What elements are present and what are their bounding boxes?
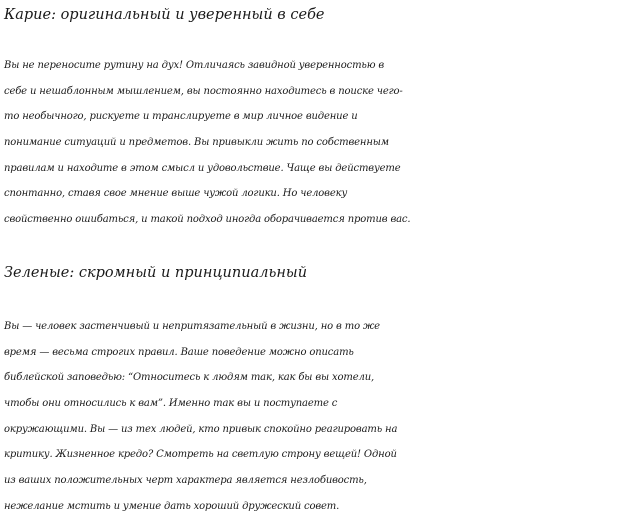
section-heading-brown: Карие: оригинальный и уверенный в себе (4, 7, 325, 23)
text-line: время — весьма строгих правил. Ваше поведение можно описать (4, 346, 354, 358)
text-line: спонтанно, ставя свое мнение выше чужой логики. Но человеку (4, 188, 348, 200)
text-line: то необычного, рискуете и транслируете в мир личное видение и (4, 111, 358, 123)
text-line: из ваших положительных черт характера является незлобивость, (4, 475, 367, 487)
section-text-brown (4, 53, 626, 233)
text-line: нежелание мстить и умение дать хороший дружеский совет. (4, 500, 340, 512)
text-line: себе и нешаблонным мышлением, вы постоянно находитесь в поиске чего- (4, 85, 403, 97)
text-line: понимание ситуаций и предметов. Вы привыкли жить по собственным (4, 137, 389, 149)
text-line: окружающими. Вы — из тех людей, кто привык спокойно реагировать на (4, 423, 398, 435)
section-heading-green: Зеленые: скромный и принципиальный (4, 265, 308, 281)
text-line: Вы — человек застенчивый и непритязательный в жизни, но в то же (4, 321, 380, 332)
text-line: свойственно ошибаться, и такой подход иногда оборачивается против вас. (4, 214, 411, 226)
text-line: чтобы они относились к вам”. Именно так вы и поступаете с (4, 398, 338, 410)
section-text-green (4, 314, 626, 520)
text-line: библейской заповедью: “Относитесь к людям так, как бы вы хотели, (4, 372, 375, 384)
text-line: критику. Жизненное кредо? Смотреть на светлую строну вещей! Одной (4, 449, 397, 461)
text-line: Вы не переносите рутину на дух! Отличаясь завидной уверенностью в (4, 60, 385, 71)
text-line: правилам и находите в этом смысл и удовольствие. Чаще вы действуете (4, 162, 401, 174)
